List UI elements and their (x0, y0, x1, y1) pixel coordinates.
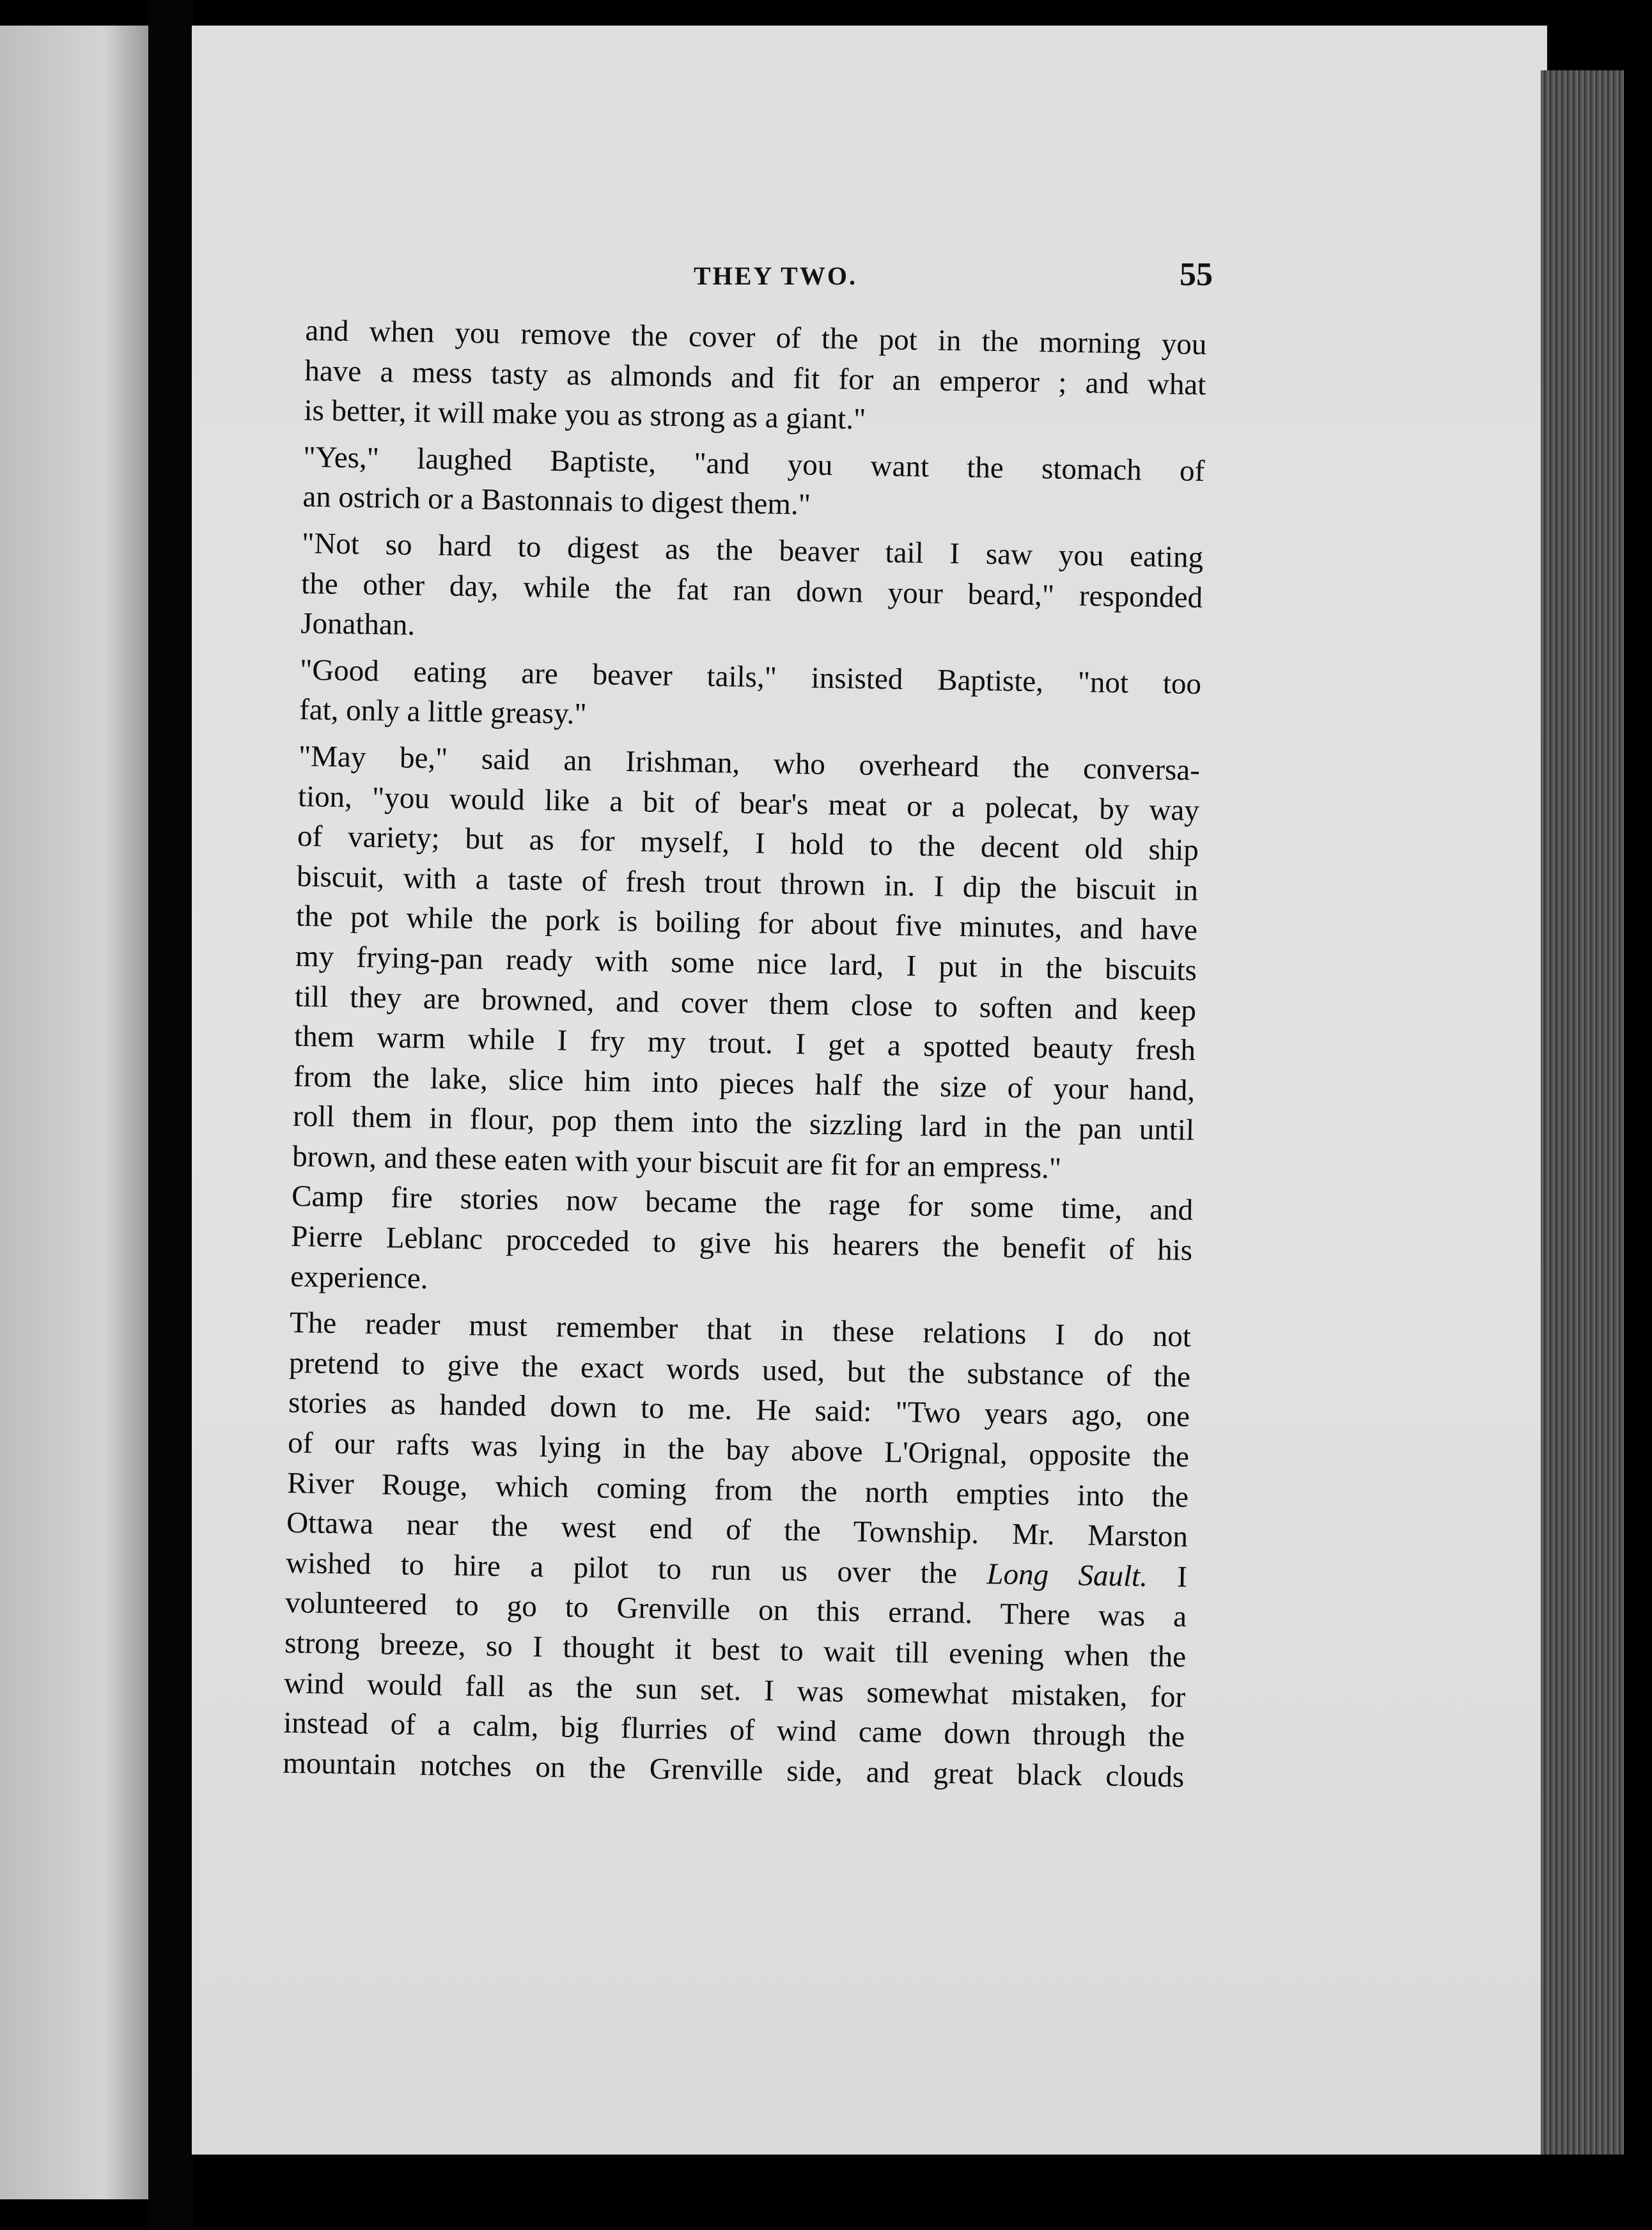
text-line: "Good eating are beaver tails," insisted Baptiste, "not too (299, 653, 1202, 701)
page-stack-edge (1541, 70, 1624, 2155)
text-line: "Yes," laughed Baptiste, "and you want the stomach of (302, 440, 1205, 488)
text-line: is better, it will make you as strong as a giant." (304, 394, 866, 436)
text-line: the other day, while the fat ran down your beard," responded (300, 566, 1203, 614)
text-line: roll them in flour, pop them into the sizzling lard in the pan until (292, 1100, 1195, 1148)
text-line: Ottawa near the west end of the Township. Mr. Marston (286, 1506, 1188, 1554)
body-text (283, 311, 1207, 1797)
text-line: The reader must remember that in these relations I do not (289, 1306, 1192, 1354)
text-line: Jonathan. (300, 607, 416, 642)
running-head: THEY TWO. (694, 261, 857, 290)
text-line: Camp fire stories now became the rage for some time, and (291, 1180, 1194, 1228)
page-header (694, 256, 1269, 299)
text-line: wind would fall as the sun set. I was somewhat mistaken, for (283, 1666, 1186, 1714)
text-line: tion, "you would like a bit of bear's meat or a polecat, by way (297, 779, 1200, 827)
text-line: them warm while I fry my trout. I get a spotted beauty fresh (293, 1019, 1196, 1068)
text-line: biscuit, with a taste of fresh trout thrown in. I dip the biscuit in (296, 859, 1199, 907)
text-fragment: wished to hire a pilot to run us over the (285, 1546, 958, 1591)
text-line: Pierre Leblanc procceded to give his hearers the benefit of his (290, 1219, 1193, 1268)
text-fragment: I (1177, 1560, 1188, 1594)
text-line: and when you remove the cover of the pot in the morning you (305, 313, 1207, 362)
text-line: "May be," said an Irishman, who overheard the conversa- (298, 739, 1201, 787)
italic-place-name: Long Sault. (986, 1557, 1148, 1593)
page-number: 55 (1180, 256, 1213, 293)
text-line: stories as handed down to me. He said: "Two years ago, one (288, 1386, 1190, 1434)
text-line: strong breeze, so I thought it best to wait till evening when the (284, 1626, 1187, 1674)
text-line: from the lake, slice him into pieces half the size of your hand, (293, 1059, 1196, 1107)
text-line: of variety; but as for myself, I hold to the decent old ship (297, 820, 1199, 868)
text-line: pretend to give the exact words used, but the substance of the (288, 1346, 1191, 1394)
book-gutter (148, 0, 193, 2230)
text-line: the pot while the pork is boiling for about five minutes, and have (295, 900, 1198, 947)
text-line: my frying-pan ready with some nice lard, I put in the biscuits (295, 939, 1197, 987)
text-line: instead of a calm, big flurries of wind came down through the (283, 1706, 1185, 1754)
text-line: River Rouge, which coming from the north empties into the (286, 1466, 1189, 1514)
text-line: experience. (290, 1259, 428, 1295)
text-line: brown, and these eaten with your biscuit are fit for an empress." (292, 1139, 1062, 1185)
text-line: an ostrich or a Bastonnais to digest them." (302, 480, 811, 522)
text-line: "Not so hard to digest as the beaver tail I saw you eating (301, 526, 1204, 575)
text-line: have a mess tasty as almonds and fit for an emperor ; and what (304, 354, 1206, 402)
text-line: till they are browned, and cover them close to soften and keep (294, 979, 1197, 1027)
text-line: mountain notches on the Grenville side, and great black clouds (282, 1746, 1185, 1794)
text-line: fat, only a little greasy." (299, 693, 587, 731)
facing-page-edge (0, 26, 148, 2199)
text-line: volunteered to go to Grenville on this errand. There was a (284, 1586, 1187, 1634)
text-line: of our rafts was lying in the bay above L'Orignal, opposite the (287, 1426, 1190, 1474)
